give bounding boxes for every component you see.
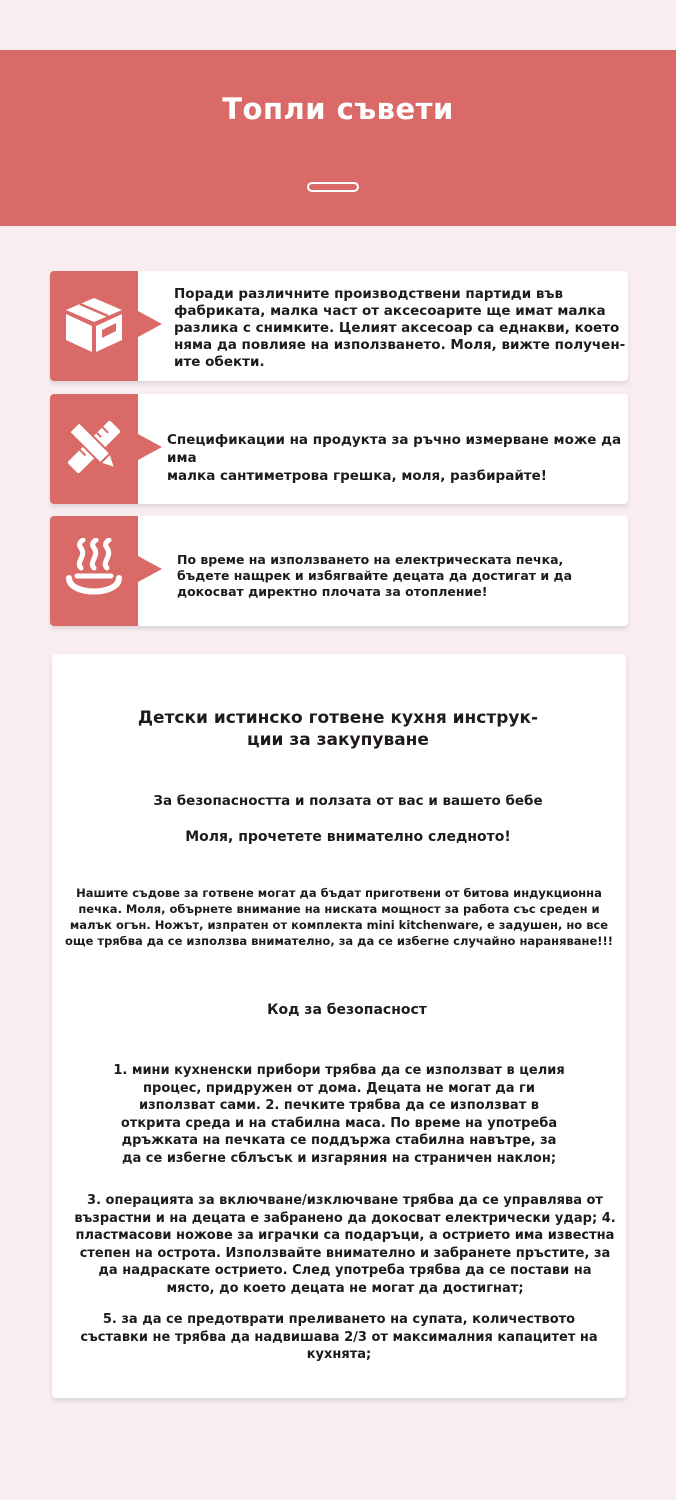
tip-card-heat [50,516,628,626]
rules-paragraph-1: 1. мини кухненски прибори трябва да се използват в целия процес, придружен от дома. Децата не могат да ги използват сами. 2. печките трябва да се използват в открита среда и на стабилна маса. По време на употреба дръжката на печката се поддържа стабилна навътре, за да се избегне сблъсък и изгаряния на страничен наклон; [113,1063,565,1166]
safety-code-title: Код за безопасност [267,1002,427,1018]
tip-text: По време на използването на електрическата печка, бъдете нащрек и избягвайте децата да достигат и да докосват директно плочата за отопление! [177,552,573,599]
pencil-ruler-icon [62,415,126,483]
tip-arrow [138,434,162,460]
page-title: Топли съвети [222,92,454,126]
tip-arrow [138,556,162,582]
intro-paragraph: Нашите съдове за готвене могат да бъдат приготвени от битова индукционна печка. Моля, обърнете внимание на ниската мощност за работа със среден и малък огън. Ножът, изпратен от комплекта mini kitchenware, е задушен, но все още трябва да се използва внимателно, за да се избегне случайно нараняване!!! [64,886,613,948]
tip-text: Поради различните производствени партиди във фабриката, малка част от аксесоарите ще имат малка разлика с снимките. Целият аксесоар са еднакви, което няма да повлияе на използването. Моля, вижте получен- ите обекти. [174,286,626,370]
tip-icon-panel [50,516,138,626]
box-icon [62,294,126,358]
title-underline-bar [307,182,359,192]
safety-line: За безопасността и ползата от вас и вашето бебе [153,793,543,809]
header-banner [0,50,676,226]
tip-icon-panel [50,394,138,504]
read-carefully-line: Моля, прочетете внимателно следното! [185,829,511,845]
hot-steam-icon [63,538,125,604]
instructions-title: Детски истинско готвене кухня инструк- ции за закупуване [137,708,539,750]
rules-paragraph-3: 5. за да се предотврати преливането на супата, количеството съставки не трябва да надвишава 2/3 от максималния капацитет на кухнята; [80,1312,598,1362]
tip-card-box [50,271,628,381]
tip-arrow [138,311,162,337]
tip-card-measure [50,394,628,504]
tip-icon-panel [50,271,138,381]
tip-text: Спецификации на продукта за ръчно измерване може да има малка сантиметрова грешка, моля, разбирайте! [167,432,622,484]
rules-paragraph-2: 3. операцията за включване/изключване трябва да се управлява от възрастни и на децата е забранено да докосват електрически удар; 4. пластмасови ножове за играчки са подаръци, а острието има известна степен на острота. Използвайте внимателно и забранете пръстите, за да надраскате острието. След употреба трябва да се постави на място, до което децата не могат да достигнат; [74,1193,616,1296]
